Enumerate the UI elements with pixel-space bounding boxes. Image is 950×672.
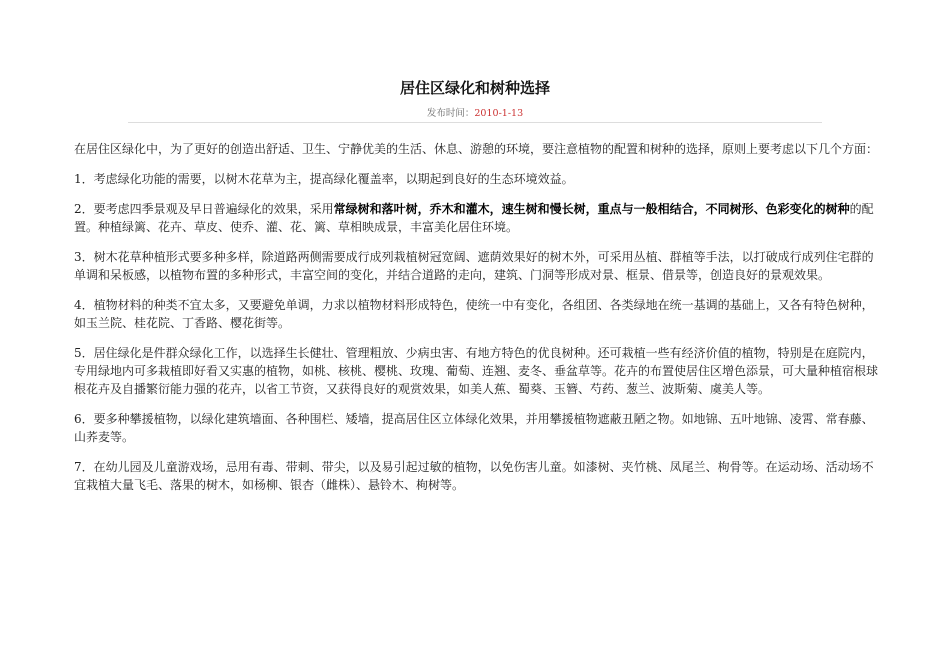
paragraph-2-emphasis: 常绿树和落叶树，乔木和灌木，速生树和慢长树，重点与一般相结合，不同树形、色彩变化的树种: [333, 202, 850, 216]
page-title: 居住区绿化和树种选择: [399, 79, 550, 97]
paragraph-intro: 在居住区绿化中，为了更好的创造出舒适、卫生、宁静优美的生活、休息、游憩的环境，要注意植物的配置和树种的选择，原则上要考虑以下几个方面：: [74, 142, 879, 156]
paragraph-3: 3．树木花草种植形式要多种多样，除道路两侧需要成行成列栽植树冠宽阔、遮荫效果好的树木外，可采用丛植、群植等手法，以打破成行成列住宅群的单调和呆板感，以植物布置的多种形式，丰富空间的变化，并结合道路的走向，建筑、门洞等形成对景、框景、借景等，创造良好的景观效果。: [74, 250, 874, 282]
publish-date: 2010-1-13: [474, 108, 524, 119]
title-divider: [128, 122, 822, 123]
paragraph-6: 6．要多种攀援植物，以绿化建筑墙面、各种围栏、矮墙，提高居住区立体绿化效果，并用攀援植物遮蔽丑陋之物。如地锦、五叶地锦、凌霄、常春藤、山荞麦等。: [74, 412, 874, 444]
publish-label: 发布时间：: [426, 108, 475, 119]
paragraph-1: 1．考虑绿化功能的需要，以树木花草为主，提高绿化覆盖率，以期起到良好的生态环境效益。: [74, 172, 574, 186]
paragraph-5: 5．居住绿化是件群众绿化工作，以选择生长健壮、管理粗放、少病虫害、有地方特色的优良树种。还可栽植一些有经济价值的植物，特别是在庭院内，专用绿地内可多栽植即好看又实惠的植物，如桃、核桃、樱桃、玫瑰、葡萄、连翘、麦冬、垂盆草等。花卉的布置使居住区增色添景，可大量种植宿根球根花卉及自播繁衍能力强的花卉，以省工节资，又获得良好的观赏效果，如美人蕉、蜀葵、玉簪、芍药、葱兰、波斯菊、虞美人等。: [74, 346, 879, 396]
paragraph-7: 7．在幼儿园及儿童游戏场，忌用有毒、带刺、带尖，以及易引起过敏的植物，以免伤害儿童。如漆树、夹竹桃、凤尾兰、枸骨等。在运动场、活动场不宜栽植大量飞毛、落果的树木，如杨柳、银杏（雌株）、悬铃木、枸树等。: [74, 460, 874, 492]
paragraph-2: [74, 200, 880, 236]
paragraph-2-lead: 2．要考虑四季景观及早日普遍绿化的效果，采用: [74, 202, 334, 216]
publish-meta: [0, 105, 950, 119]
paragraph-2-tail: 的配置。种植绿篱、花卉、草皮、使乔、灌、花、篱、草相映成景，丰富美化居住环境。: [74, 202, 874, 234]
article-body: [74, 140, 880, 506]
paragraph-4: 4．植物材料的种类不宜太多，又要避免单调，力求以植物材料形成特色，使统一中有变化，各组团、各类绿地在统一基调的基础上，又各有特色树种，如玉兰院、桂花院、丁香路、樱花街等。: [74, 298, 874, 330]
